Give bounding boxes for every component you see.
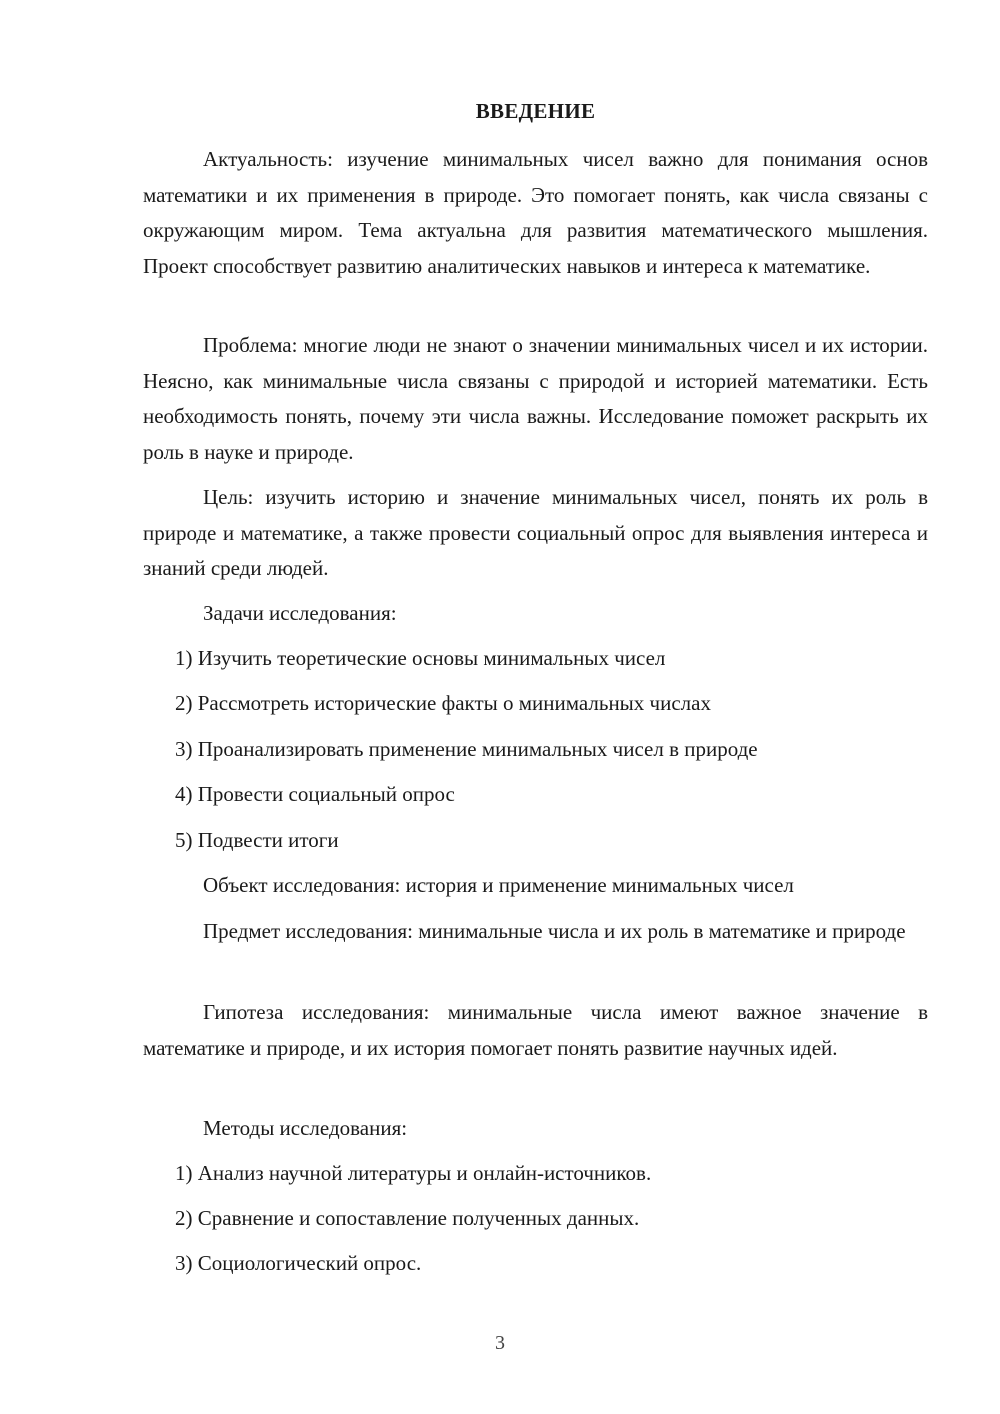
problem-paragraph: Проблема: многие люди не знают о значении минимальных чисел и их истории. Неясно, как минимальные числа связаны с природой и историей математики. Есть необходимость понять, почему эти числа важны. Исследование поможет раскрыть их роль в науке и природе. — [143, 333, 928, 464]
research-subject: Предмет исследования: минимальные числа и их роль в математике и природе — [203, 919, 906, 943]
methods-heading: Методы исследования: — [203, 1116, 408, 1140]
method-item: 1) Анализ научной литературы и онлайн-источников. — [175, 1161, 652, 1185]
method-item: 3) Социологический опрос. — [175, 1251, 422, 1275]
tasks-heading: Задачи исследования: — [203, 601, 397, 625]
task-item: 3) Проанализировать применение минимальных чисел в природе — [175, 737, 758, 761]
method-item: 2) Сравнение и сопоставление полученных данных. — [175, 1206, 640, 1230]
task-item: 4) Провести социальный опрос — [175, 782, 455, 806]
page-number: 3 — [495, 1332, 505, 1354]
task-item: 2) Рассмотреть исторические факты о минимальных числах — [175, 691, 711, 715]
section-title: ВВЕДЕНИЕ — [475, 99, 596, 123]
research-object: Объект исследования: история и применение минимальных чисел — [203, 873, 794, 897]
goal-paragraph: Цель: изучить историю и значение минимальных чисел, понять их роль в природе и математике, а также провести социальный опрос для выявления интереса и знаний среди людей. — [143, 485, 928, 580]
task-item: 5) Подвести итоги — [175, 828, 339, 852]
research-hypothesis: Гипотеза исследования: минимальные числа имеют важное значение в математике и природе, и их история помогает понять развитие научных идей. — [143, 1000, 928, 1060]
relevance-paragraph: Актуальность: изучение минимальных чисел важно для понимания основ математики и их применения в природе. Это помогает понять, как числа связаны с окружающим миром. Тема актуальна для развития математического мышления. Проект способствует развитию аналитических навыков и интереса к математике. — [143, 147, 928, 278]
task-item: 1) Изучить теоретические основы минимальных чисел — [175, 646, 666, 670]
